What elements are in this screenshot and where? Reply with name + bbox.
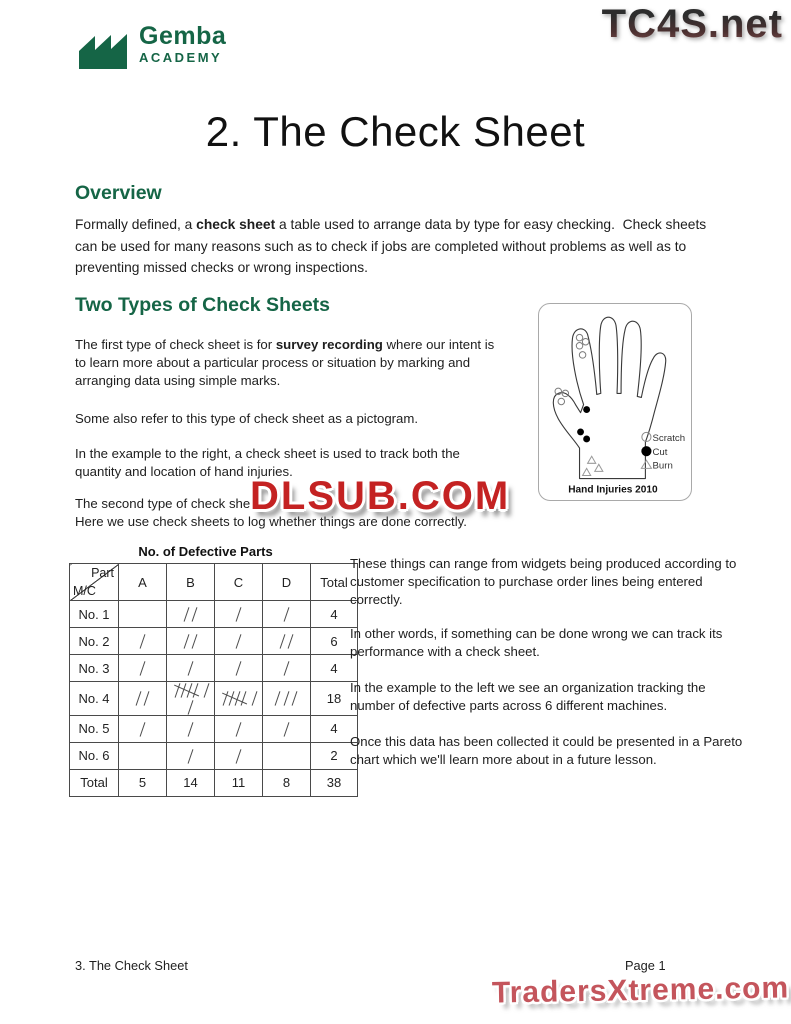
tally-cell [167,628,215,655]
row-total: 4 [311,601,358,628]
table-row [70,628,358,655]
two-types-paragraph-3: In the example to the right, a check sheet is used to track both the quantity and location of hand injuries. [75,446,460,479]
column-header-b: B [167,564,215,601]
column-header-d: D [263,564,311,601]
hand-legend [641,432,685,471]
right-paragraph-1: These things can range from widgets being produced according to customer specification to purchase order lines being entered correctly. [350,556,737,607]
tally-cell [119,628,167,655]
table-row [70,682,358,716]
tally-cell [119,715,167,742]
row-total: 4 [311,715,358,742]
hand-injuries-chart [538,303,692,501]
tally-cell [263,715,311,742]
tally-cell [215,715,263,742]
row-total: 6 [311,628,358,655]
two-types-paragraph-1 [75,336,507,389]
tally-cell [167,655,215,682]
corner-mc-label: M/C [73,584,96,598]
tally-cell [263,601,311,628]
right-paragraph-4: Once this data has been collected it could be presented in a Pareto chart which we'll learn more about in a future lesson. [350,734,743,767]
tally-cell [215,655,263,682]
tally-cell [215,682,263,716]
total-d: 8 [263,769,311,796]
total-b: 14 [167,769,215,796]
p1-post: where our intent is to learn more about a particular process or situation by marking and arranging data using simple marks. [75,337,495,388]
p4-line-2: Here we use check sheets to log whether things are done correctly. [75,513,467,529]
legend-burn-label: Burn [652,460,673,472]
right-paragraph-2: In other words, if something can be done wrong we can track its performance with a check sheet. [350,626,723,659]
total-row-label: Total [70,769,119,796]
legend-cut-icon [641,446,651,456]
column-header-a: A [119,564,167,601]
logo-name: Gemba [139,22,227,50]
column-header-total: Total [311,564,358,601]
gemba-academy-logo [78,24,226,70]
tally-cell [119,742,167,769]
row-label: No. 6 [70,742,119,769]
row-total: 4 [311,655,358,682]
tally-cell [263,742,311,769]
tally-cell [167,742,215,769]
tally-cell [119,655,167,682]
row-total: 18 [311,682,358,716]
cut-marks [577,406,590,442]
overview-paragraph [75,214,725,279]
logo-text [139,24,226,65]
legend-scratch-label: Scratch [652,433,686,445]
right-paragraph-3: In the example to the left we see an organization tracking the number of defective parts across 6 different machines. [350,680,706,713]
table-row [70,715,358,742]
footer-section-title: 3. The Check Sheet [75,958,188,973]
defects-table-title: No. of Defective Parts [138,544,273,559]
overview-text-post: a table used to arrange data by type for easy checking. Check sheets can be used for many reasons such as to check if jobs are completed without problems as well as to preventing missed checks or wrong inspections. [75,217,711,275]
overview-text-bold: check sheet [196,217,276,232]
hand-chart-caption: Hand Injuries 2010 [568,484,658,496]
burn-marks [583,456,603,475]
row-label: No. 2 [70,628,119,655]
factory-icon [78,24,133,70]
tally-cell [167,601,215,628]
tally-cell [167,682,215,716]
corner-part-label: Part [91,566,114,580]
p1-pre: The first type of check sheet is for [75,337,276,352]
watermark-bottom-right: TradersXtreme.com [491,971,790,1010]
grand-total: 38 [311,769,358,796]
two-types-paragraph-2: Some also refer to this type of check sheet as a pictogram. [75,411,419,426]
table-row [70,601,358,628]
total-c: 11 [215,769,263,796]
table-total-row [70,769,358,796]
legend-cut-label: Cut [652,447,668,459]
column-header-c: C [215,564,263,601]
p1-bold: survey recording [275,337,383,352]
tally-cell [215,742,263,769]
row-label: No. 3 [70,655,119,682]
table-corner-cell [70,564,119,601]
tally-cell [263,682,311,716]
tally-cell [119,601,167,628]
defects-table [69,563,358,797]
footer-page-number: Page 1 [625,958,666,973]
two-types-heading: Two Types of Check Sheets [75,294,331,316]
row-label: No. 1 [70,601,119,628]
p4-line-1: The second type of check she [75,496,251,511]
legend-burn-icon [641,460,651,468]
row-label: No. 4 [70,682,119,716]
page-title: 2. The Check Sheet [205,108,586,155]
table-row [70,742,358,769]
tally-cell [119,682,167,716]
defects-table-body [70,601,358,770]
logo-subtitle: ACADEMY [139,50,223,65]
tally-cell [263,628,311,655]
watermark-top-right: TC4S.net [601,2,783,46]
hand-diagram [539,304,691,500]
tally-cell [263,655,311,682]
overview-text-pre: Formally defined, a [75,217,197,232]
table-header-row [70,564,358,601]
tally-cell [215,628,263,655]
watermark-center: DLSUB.COM [250,474,511,518]
total-a: 5 [119,769,167,796]
row-total: 2 [311,742,358,769]
tally-cell [215,601,263,628]
row-label: No. 5 [70,715,119,742]
overview-heading: Overview [75,182,162,204]
table-row [70,655,358,682]
tally-cell [167,715,215,742]
